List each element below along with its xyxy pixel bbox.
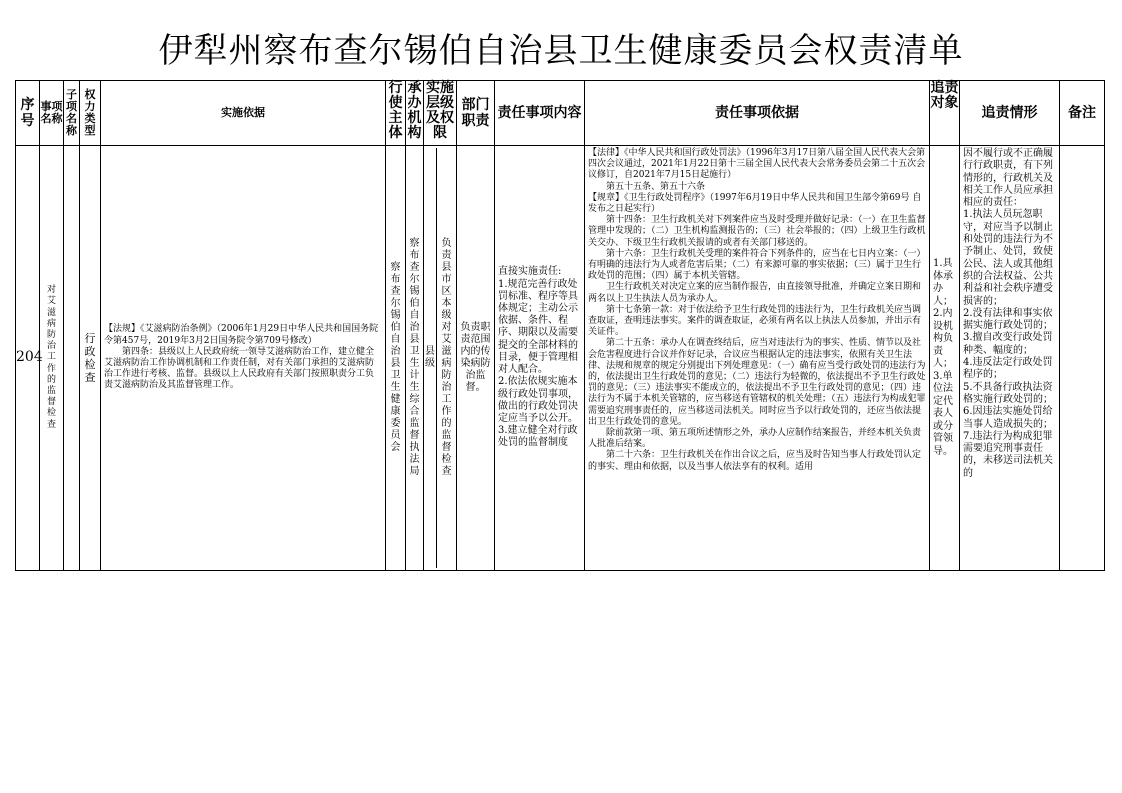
header-remarks: 备注 xyxy=(1060,81,1105,146)
page-title: 伊犁州察布查尔锡伯自治县卫生健康委员会权责清单 xyxy=(158,31,964,71)
table-row xyxy=(16,146,1105,571)
header-row xyxy=(16,81,1105,146)
header-resp-basis: 责任事项依据 xyxy=(585,81,930,146)
resp-basis-paragraph: 第十六条：卫生行政机关受理的案件符合下列条件的，应当在七日内立案：（一）有明确的违法行为人或者危害后果；（二）有来源可靠的事实依据；（三）属于卫生行政处罚的范围；（四）属于本机关管辖。 xyxy=(588,248,926,282)
resp-content-line: 2.依法依规实施本级行政处罚事项，做出的行政处罚决定应当予以公开。 xyxy=(498,376,578,424)
circumstance-line: 3.擅自改变行政处罚种类、幅度的； xyxy=(963,332,1053,356)
resp-content-line: 3.建立健全对行政处罚的监督制度 xyxy=(498,425,578,449)
header-level: 实施层级及权限 xyxy=(424,81,457,146)
cell-accountable: 1.具体承办人；2.内设机构负责人；3.单位法定代表人或分管领导。 xyxy=(930,146,960,571)
level-authority: 负责县市区本级对艾滋病防治工作的监督检查 xyxy=(441,238,452,477)
header-handling-org: 承办机构 xyxy=(406,81,424,146)
circumstance-line: 5.不具备行政执法资格实施行政处罚的； xyxy=(963,381,1053,405)
level-value: 县级 xyxy=(424,148,437,568)
header-circumstances: 追责情形 xyxy=(960,81,1060,146)
cell-basis xyxy=(101,146,386,571)
circumstance-line: 4.违反法定行政处罚程序的； xyxy=(963,357,1053,381)
cell-exercise-subject: 察布查尔锡伯自治县卫生健康委员会 xyxy=(386,146,406,571)
cell-sub-item xyxy=(64,146,80,571)
header-accountable: 追责对象 xyxy=(930,81,960,146)
resp-basis-paragraph: 除前款第一项、第五项所述情形之外，承办人应制作结案报告，并经本机关负责人批准后结案。 xyxy=(588,428,922,450)
header-basis: 实施依据 xyxy=(101,81,386,146)
resp-content-line: 1.规范完善行政处罚标准、程序等具体规定；主动公示依据、条件、程序、期限以及需要提交的全部材料的目录，便于管理相对人配合。 xyxy=(498,278,578,376)
resp-basis-paragraph: 第十四条：卫生行政机关对下列案件应当及时受理并做好记录：（一）在卫生监督管理中发现的；（二）卫生机构监测报告的；（三）社会举报的；（四）上级卫生行政机关交办、下级卫生行政机关报请的或者有关部门移送的。 xyxy=(588,215,926,248)
resp-basis-paragraph: 第二十六条：卫生行政机关在作出合议之后，应当及时告知当事人行政处罚认定的事实、理由和依据，以及当事人依法享有的权利。适用 xyxy=(588,450,922,472)
resp-basis-list xyxy=(585,146,929,570)
cell-seq: 204 xyxy=(16,146,40,571)
resp-basis-paragraph: 【法律】《中华人民共和国行政处罚法》（1996年3月17日第八届全国人民代表大会第四次会议通过，2021年1月22日第十三届全国人民代表大会常务委员会第二十五次会议修订，自2021年7月15日起施行） xyxy=(588,148,926,181)
basis-law: 【法规】《艾滋病防治条例》（2006年1月29日中华人民共和国国务院令第457号，2019年3月2日国务院令第709号修改） xyxy=(104,324,379,346)
resp-basis-paragraph: 卫生行政机关对决定立案的应当制作报告，由直接领导批准，并确定立案日期和两名以上卫生执法人员为承办人。 xyxy=(588,282,922,304)
cell-level xyxy=(424,146,457,571)
basis-article: 第四条：县级以上人民政府统一领导艾滋病防治工作，建立健全艾滋病防治工作协调机制和工作责任制，对有关部门承担的艾滋病防治工作进行考核、监督。县级以上人民政府有关部门按照职责分工负责艾滋病防治及其监督管理工作。 xyxy=(104,346,375,391)
resp-content-list xyxy=(498,266,581,449)
header-resp-content: 责任事项内容 xyxy=(495,81,585,146)
cell-resp-content xyxy=(495,146,585,571)
header-dept-duty: 部门职责 xyxy=(457,81,495,146)
resp-basis-paragraph: 【规章】《卫生行政处罚程序》（1997年6月19日中华人民共和国卫生部令第69号 自发布之日起实行） xyxy=(588,192,922,215)
header-power-type: 权力类型 xyxy=(80,81,101,146)
cell-power-type: 行政检查 xyxy=(80,146,101,571)
circumstance-line: 6.因违法实施处罚给当事人造成损失的； xyxy=(963,406,1053,430)
responsibility-table xyxy=(15,80,1105,571)
cell-dept-duty: 负责职责范围内的传染病防治监督。 xyxy=(457,146,495,571)
resp-content-line: 直接实施责任: xyxy=(498,266,562,278)
header-exercise-subject: 行使主体 xyxy=(386,81,406,146)
cell-remarks xyxy=(1060,146,1105,571)
header-sub-item: 子项名称 xyxy=(64,81,80,146)
resp-basis-paragraph: 第五十五条、第五十六条 xyxy=(606,181,706,192)
cell-item-name: 对艾滋病防治工作的监督检查 xyxy=(40,146,64,571)
cell-handling-org: 察布查尔锡伯自治县卫生计生综合监督执法局 xyxy=(406,146,424,571)
circumstance-line: 7.违法行为构成犯罪需要追究刑事责任的，未移送司法机关的 xyxy=(963,430,1053,479)
resp-basis-paragraph: 第十七条第一款：对于依法给予卫生行政处罚的违法行为，卫生行政机关应当调查取证，查明违法事实。案件的调查取证，必须有两名以上执法人员参加，并出示有关证件。 xyxy=(588,304,922,338)
circumstances-list xyxy=(960,146,1059,570)
circumstance-line: 1.执法人员玩忽职守，对应当予以制止和处罚的违法行为不予制止、处罚，致使公民、法人或其他组织的合法权益、公共利益和社会秩序遭受损害的； xyxy=(963,209,1053,307)
resp-basis-paragraph: 第二十五条：承办人在调查终结后，应当对违法行为的事实、性质、情节以及社会危害程度进行合议并作好记录，合议应当根据认定的违法事实，依照有关卫生法律、法规和规章的规定分别提出下列处理意见：（一）确有应当受行政处罚的违法行为的，依法提出卫生行政处罚的意见；（二）违法行为轻微的，依法提出不予卫生行政处罚的意见；（三）违法事实不能成立的，依法提出不予卫生行政处罚的意见；（四）违法行为不属于本机关管辖的，应当移送有管辖权的机关处理；（五）违法行为构成犯罪需要追究刑事责任的，应当移送司法机关。同时应当予以行政处罚的，还应当依法提出卫生行政处罚的意见。 xyxy=(588,338,926,427)
cell-resp-basis xyxy=(585,146,930,571)
header-seq: 序号 xyxy=(16,81,40,146)
circumstance-line: 因不履行或不正确履行行政职责，有下列情形的，行政机关及相关工作人员应承担相应的责任： xyxy=(963,148,1053,209)
header-item-name: 事项名称 xyxy=(40,81,64,146)
circumstance-line: 2.没有法律和事实依据实施行政处罚的； xyxy=(963,307,1053,332)
cell-circumstances xyxy=(960,146,1060,571)
